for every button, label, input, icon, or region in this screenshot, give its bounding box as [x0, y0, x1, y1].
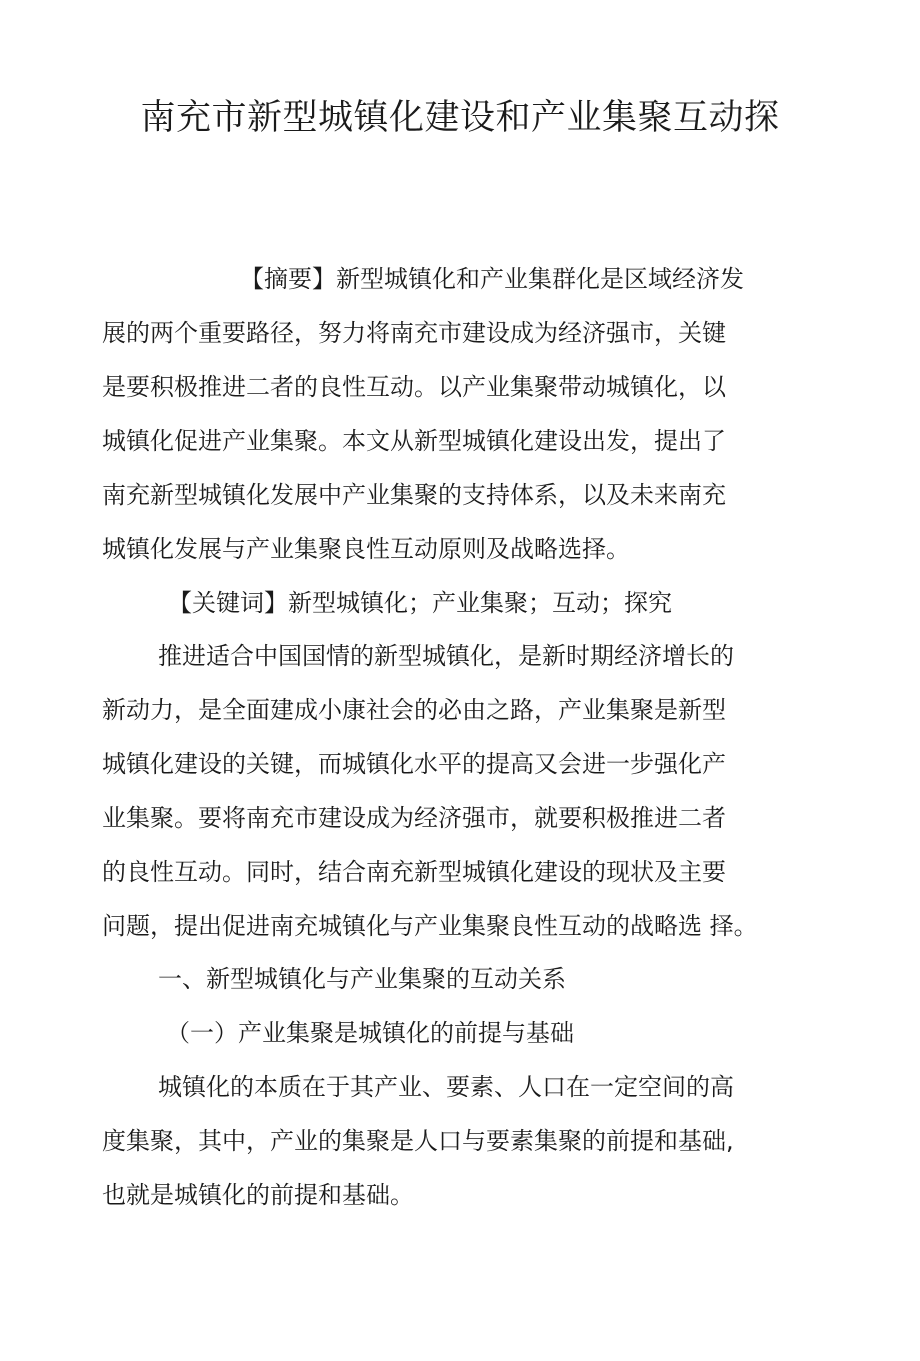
intro-line-4: 业集聚。要将南充市建设成为经济强市，就要积极推进二者 [102, 804, 726, 832]
body-line-3: 也就是城镇化的前提和基础。 [102, 1181, 414, 1209]
abstract-line-5: 南充新型城镇化发展中产业集聚的支持体系，以及未来南充 [102, 481, 726, 509]
abstract-line-2: 展的两个重要路径，努力将南充市建设成为经济强市，关键 [102, 319, 726, 347]
intro-line-1: 推进适合中国国情的新型城镇化，是新时期经济增长的 [158, 642, 734, 670]
abstract-line-4: 城镇化促进产业集聚。本文从新型城镇化建设出发，提出了 [102, 427, 726, 455]
intro-line-6: 问题，提出促进南充城镇化与产业集聚良性互动的战略选 择。 [102, 912, 758, 940]
body-line-1: 城镇化的本质在于其产业、要素、人口在一定空间的高 [158, 1073, 734, 1101]
section-heading: 一、新型城镇化与产业集聚的互动关系 [158, 965, 566, 993]
abstract-line-1: 【摘要】新型城镇化和产业集群化是区域经济发 [240, 265, 744, 293]
body-line-2: 度集聚，其中，产业的集聚是人口与要素集聚的前提和基础, [102, 1127, 734, 1155]
intro-line-5: 的良性互动。同时，结合南充新型城镇化建设的现状及主要 [102, 858, 726, 886]
intro-line-3: 城镇化建设的关键，而城镇化水平的提高又会进一步强化产 [102, 750, 726, 778]
abstract-line-6: 城镇化发展与产业集聚良性互动原则及战略选择。 [102, 535, 630, 563]
abstract-line-3: 是要积极推进二者的良性互动。以产业集聚带动城镇化，以 [102, 373, 726, 401]
subsection-heading: （一）产业集聚是城镇化的前提与基础 [166, 1019, 574, 1047]
document-title: 南充市新型城镇化建设和产业集聚互动探 [140, 98, 780, 138]
intro-line-2: 新动力，是全面建成小康社会的必由之路，产业集聚是新型 [102, 696, 726, 724]
keywords-line: 【关键词】新型城镇化；产业集聚；互动；探究 [168, 589, 672, 617]
